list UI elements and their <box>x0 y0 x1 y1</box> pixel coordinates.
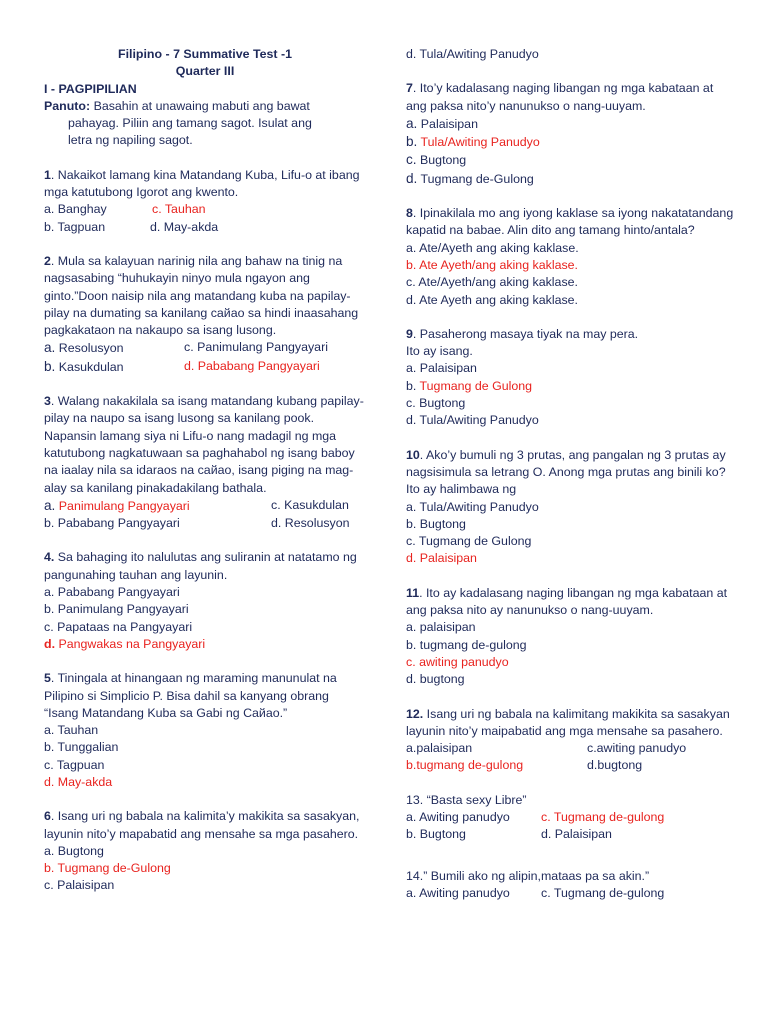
option-text: Palaisipan <box>417 116 478 131</box>
option-a[interactable]: a.palaisipan <box>406 741 473 756</box>
option-d[interactable]: d. Resolusyon <box>271 516 350 531</box>
option-text: Resolusyon <box>55 341 124 356</box>
option-b[interactable]: b. Pababang Pangyayari <box>44 516 180 531</box>
question-number: 2 <box>44 253 51 268</box>
option-d[interactable]: d.bugtong <box>587 758 643 773</box>
option-c[interactable]: c. Tugmang de-gulong <box>541 809 665 824</box>
option-a[interactable]: a. Pababang Pangyayari <box>44 585 180 600</box>
option-a[interactable]: a. Bugtong <box>44 843 104 858</box>
option-letter: a. <box>44 340 56 356</box>
question-text: . Ako’y bumuli ng 3 prutas, ang pangalan ng 3 prutas ay nagsisimula sa letrang O. Anong mga prutas ang binili ko? Ito ay halimbawa ng <box>406 447 726 497</box>
option-text: Bugtong <box>416 153 467 168</box>
option-c[interactable]: c. Tagpuan <box>44 757 105 772</box>
question-stem <box>406 205 736 240</box>
options-row <box>406 885 736 902</box>
option-d[interactable]: d. May-akda <box>44 774 113 789</box>
question-6 <box>44 808 366 894</box>
left-column <box>44 46 366 912</box>
question-stem <box>44 808 366 843</box>
instructions-line-2: pahayag. Piliin ang tamang sagot. Isulat ang <box>68 116 312 131</box>
question-2 <box>44 253 366 376</box>
question-text: Isang uri ng babala na kalimitang makikita sa sasakyan layunin nito’y maipabatid ang mga mensahe sa pasahero. <box>406 706 730 738</box>
option-text: Kasukdulan <box>55 359 124 374</box>
question-text: . Ito ay kadalasang naging libangan ng mga kabataan at ang paksa nito ay nanunukso o nang-uuyam. <box>406 585 728 618</box>
question-11 <box>406 585 736 689</box>
question-1 <box>44 167 366 236</box>
question-number: 5 <box>44 671 51 686</box>
question-3 <box>44 393 366 532</box>
option-letter: d. <box>44 636 56 651</box>
question-stem-line-2: Ito ay isang. <box>406 344 473 359</box>
option-a[interactable] <box>44 339 184 357</box>
option-letter: d. <box>406 170 418 186</box>
question-stem: 14.” Bumili ako ng alipin,mataas pa sa akin.” <box>406 868 650 883</box>
option-b[interactable]: b. Bugtong <box>406 827 466 842</box>
question-9 <box>406 326 736 430</box>
options-row <box>44 219 366 236</box>
option-b[interactable] <box>406 378 736 395</box>
option-c[interactable]: c. Tugmang de Gulong <box>406 534 532 549</box>
option-c[interactable]: c. Palaisipan <box>44 878 115 893</box>
question-7 <box>406 80 736 188</box>
question-number: 1 <box>44 167 51 182</box>
option-d[interactable]: d. May-akda <box>150 219 219 234</box>
question-number: 3 <box>44 394 51 409</box>
instructions-line-3: letra ng napiling sagot. <box>68 133 193 148</box>
option-b[interactable] <box>406 133 736 151</box>
option-letter: a. <box>44 497 56 513</box>
test-title: Filipino - 7 Summative Test -1 <box>118 47 292 61</box>
option-c[interactable] <box>406 151 736 169</box>
question-14 <box>406 868 736 903</box>
options-row <box>406 740 736 757</box>
option-c[interactable]: c. Panimulang Pangyayari <box>184 340 328 355</box>
option-d[interactable]: d. Palaisipan <box>541 827 612 842</box>
option-a[interactable]: a. palaisipan <box>406 620 476 635</box>
option-c[interactable]: c. Bugtong <box>406 396 466 411</box>
option-a[interactable]: a. Ate/Ayeth ang aking kaklase. <box>406 240 579 255</box>
option-a[interactable]: a. Tula/Awiting Panudyo <box>406 499 539 514</box>
question-stem <box>406 447 736 499</box>
instructions <box>44 98 366 150</box>
question-number: 4. <box>44 550 55 565</box>
option-letter: c. <box>406 152 417 168</box>
option-d[interactable]: d. Pababang Pangyayari <box>184 358 320 373</box>
option-d[interactable]: d. Tula/Awiting Panudyo <box>406 47 539 61</box>
question-number: 10 <box>406 447 420 462</box>
option-a[interactable] <box>406 115 736 133</box>
instructions-label: Panuto: <box>44 98 91 113</box>
option-c[interactable]: c. Tauhan <box>152 202 206 217</box>
option-c[interactable]: c. Papataas na Pangyayari <box>44 619 193 634</box>
option-text: Tula/Awiting Panudyo <box>417 135 540 150</box>
option-letter: b. <box>44 358 56 374</box>
option-a[interactable]: a. Banghay <box>44 202 107 217</box>
quarter-label: Quarter III <box>175 64 235 79</box>
question-text: . Tiningala at hinangaan ng maraming manunulat na Pilipino si Simplicio P. Bisa dahil sa kanyang obrang “Isang Matandang Kuba sa Gabi ng Caйao.” <box>44 671 337 720</box>
question-stem <box>44 670 366 722</box>
question-stem <box>44 253 366 339</box>
question-13 <box>406 792 736 844</box>
option-a[interactable] <box>44 497 271 515</box>
question-text: . Nakaikot lamang kina Matandang Kuba, Lifu-o at ibang mga katutubong Igorot ang kwento. <box>44 167 360 200</box>
question-4 <box>44 549 366 653</box>
question-number: 7 <box>406 81 413 96</box>
option-c[interactable]: c. Kasukdulan <box>271 497 349 512</box>
option-c[interactable]: c. Ate/Ayeth/ang aking kaklase. <box>406 275 578 290</box>
option-text: Pangwakas na Pangyayari <box>55 636 206 651</box>
option-letter: b. <box>406 378 417 393</box>
question-text: . Mula sa kalayuan narinig nila ang bahaw na tinig na nagsasabing “huhukayin ninyo mula ngayon ang ginto.”Doon naisip nila ang matandang kuba na papilay-pilay na dumating sa kanilang caйao sa hindi inaasahang pagkakataon na nakaupo sa isang lusong. <box>44 253 359 338</box>
option-b[interactable]: b. Panimulang Pangyayari <box>44 602 189 617</box>
option-letter: a. <box>406 115 418 131</box>
options-row <box>406 757 736 774</box>
question-stem <box>406 706 736 741</box>
option-a[interactable]: a. Awiting panudyo <box>406 809 510 824</box>
question-number: 9 <box>406 326 413 341</box>
option-b[interactable]: b. Tunggalian <box>44 740 119 755</box>
question-stem <box>44 549 366 584</box>
option-c[interactable]: c. awiting panudyo <box>406 654 509 669</box>
option-d[interactable]: d. Palaisipan <box>406 551 477 566</box>
question-text: . Isang uri ng babala na kalimita’y makikita sa sasakyan, layunin nito’y mapabatid ang mensahe sa mga pasahero. <box>44 809 360 841</box>
option-d[interactable]: d. Ate Ayeth ang aking kaklase. <box>406 292 578 307</box>
option-text: Tugmang de Gulong <box>416 378 533 393</box>
question-number: 12. <box>406 706 424 721</box>
question-stem <box>44 393 366 497</box>
options-row <box>44 339 366 357</box>
question-text: . Pasaherong masaya tiyak na may pera. <box>412 326 639 341</box>
option-a[interactable]: a. Awiting panudyo <box>406 885 510 900</box>
option-c[interactable]: c. Tugmang de-gulong <box>541 885 665 900</box>
option-c[interactable]: c.awiting panudyo <box>587 741 687 756</box>
question-stem <box>406 80 736 115</box>
question-stem <box>406 585 736 620</box>
question-number: 6 <box>44 809 51 824</box>
question-number: 11 <box>406 585 420 600</box>
option-d[interactable] <box>406 170 736 188</box>
options-row <box>44 497 366 515</box>
question-number: 8 <box>406 206 413 221</box>
options-row <box>44 515 366 532</box>
option-b[interactable]: b. tugmang de-gulong <box>406 637 527 652</box>
question-text: Sa bahaging ito nalulutas ang suliranin at natatamo ng pangunahing tauhan ang layunin. <box>44 550 357 582</box>
question-stem <box>44 167 366 202</box>
question-8 <box>406 205 736 309</box>
options-row <box>44 358 366 376</box>
question-text: . Ipinakilala mo ang iyong kaklase sa iyong nakatatandang kapatid na babae. Alin dito ang tamang hinto/antala? <box>406 206 734 238</box>
option-d[interactable] <box>44 636 366 653</box>
option-text: Tugmang de-Gulong <box>417 171 534 186</box>
option-a[interactable]: a. Palaisipan <box>406 361 477 376</box>
option-text: Panimulang Pangyayari <box>55 498 190 513</box>
option-b[interactable]: b. Ate Ayeth/ang aking kaklase. <box>406 257 578 272</box>
question-5 <box>44 670 366 791</box>
options-row <box>406 826 736 843</box>
option-d[interactable]: d. Tula/Awiting Panudyo <box>406 413 539 428</box>
question-6-continued <box>406 46 736 63</box>
option-b[interactable]: b. Tugmang de-Gulong <box>44 861 171 876</box>
option-d[interactable]: d. bugtong <box>406 672 465 687</box>
option-letter: b. <box>406 134 418 150</box>
option-b[interactable]: b.tugmang de-gulong <box>406 758 524 773</box>
option-b[interactable]: b. Tagpuan <box>44 219 106 234</box>
question-stem: 13. “Basta sexy Libre” <box>406 792 527 807</box>
option-a[interactable]: a. Tauhan <box>44 723 99 738</box>
question-10 <box>406 447 736 568</box>
options-row <box>406 809 736 826</box>
instructions-line-1: Basahin at unawaing mabuti ang bawat <box>90 98 310 113</box>
question-text: . Walang nakakilala sa isang matandang kubang papilay-pilay na naupo sa isang lusong sa kanilang pook. Napansin lamang siya ni Lifu-o nang madagil ng mga katutubong nagkatuwaan sa paghahabol ng isang baboy na iaalay nila sa idaraos na caйao, isang piging na mag-alay sa kanilang pinakadakilang bathala. <box>44 394 364 495</box>
option-b[interactable]: b. Bugtong <box>406 516 466 531</box>
section-heading: I - PAGPIPILIAN <box>44 81 137 96</box>
question-stem <box>406 326 736 343</box>
question-text: . Ito’y kadalasang naging libangan ng mga kabataan at ang paksa nito’y nanunukso o nang-uuyam. <box>406 81 714 113</box>
right-column <box>406 46 736 919</box>
option-b[interactable] <box>44 358 184 376</box>
options-row <box>44 201 366 218</box>
question-12 <box>406 706 736 775</box>
